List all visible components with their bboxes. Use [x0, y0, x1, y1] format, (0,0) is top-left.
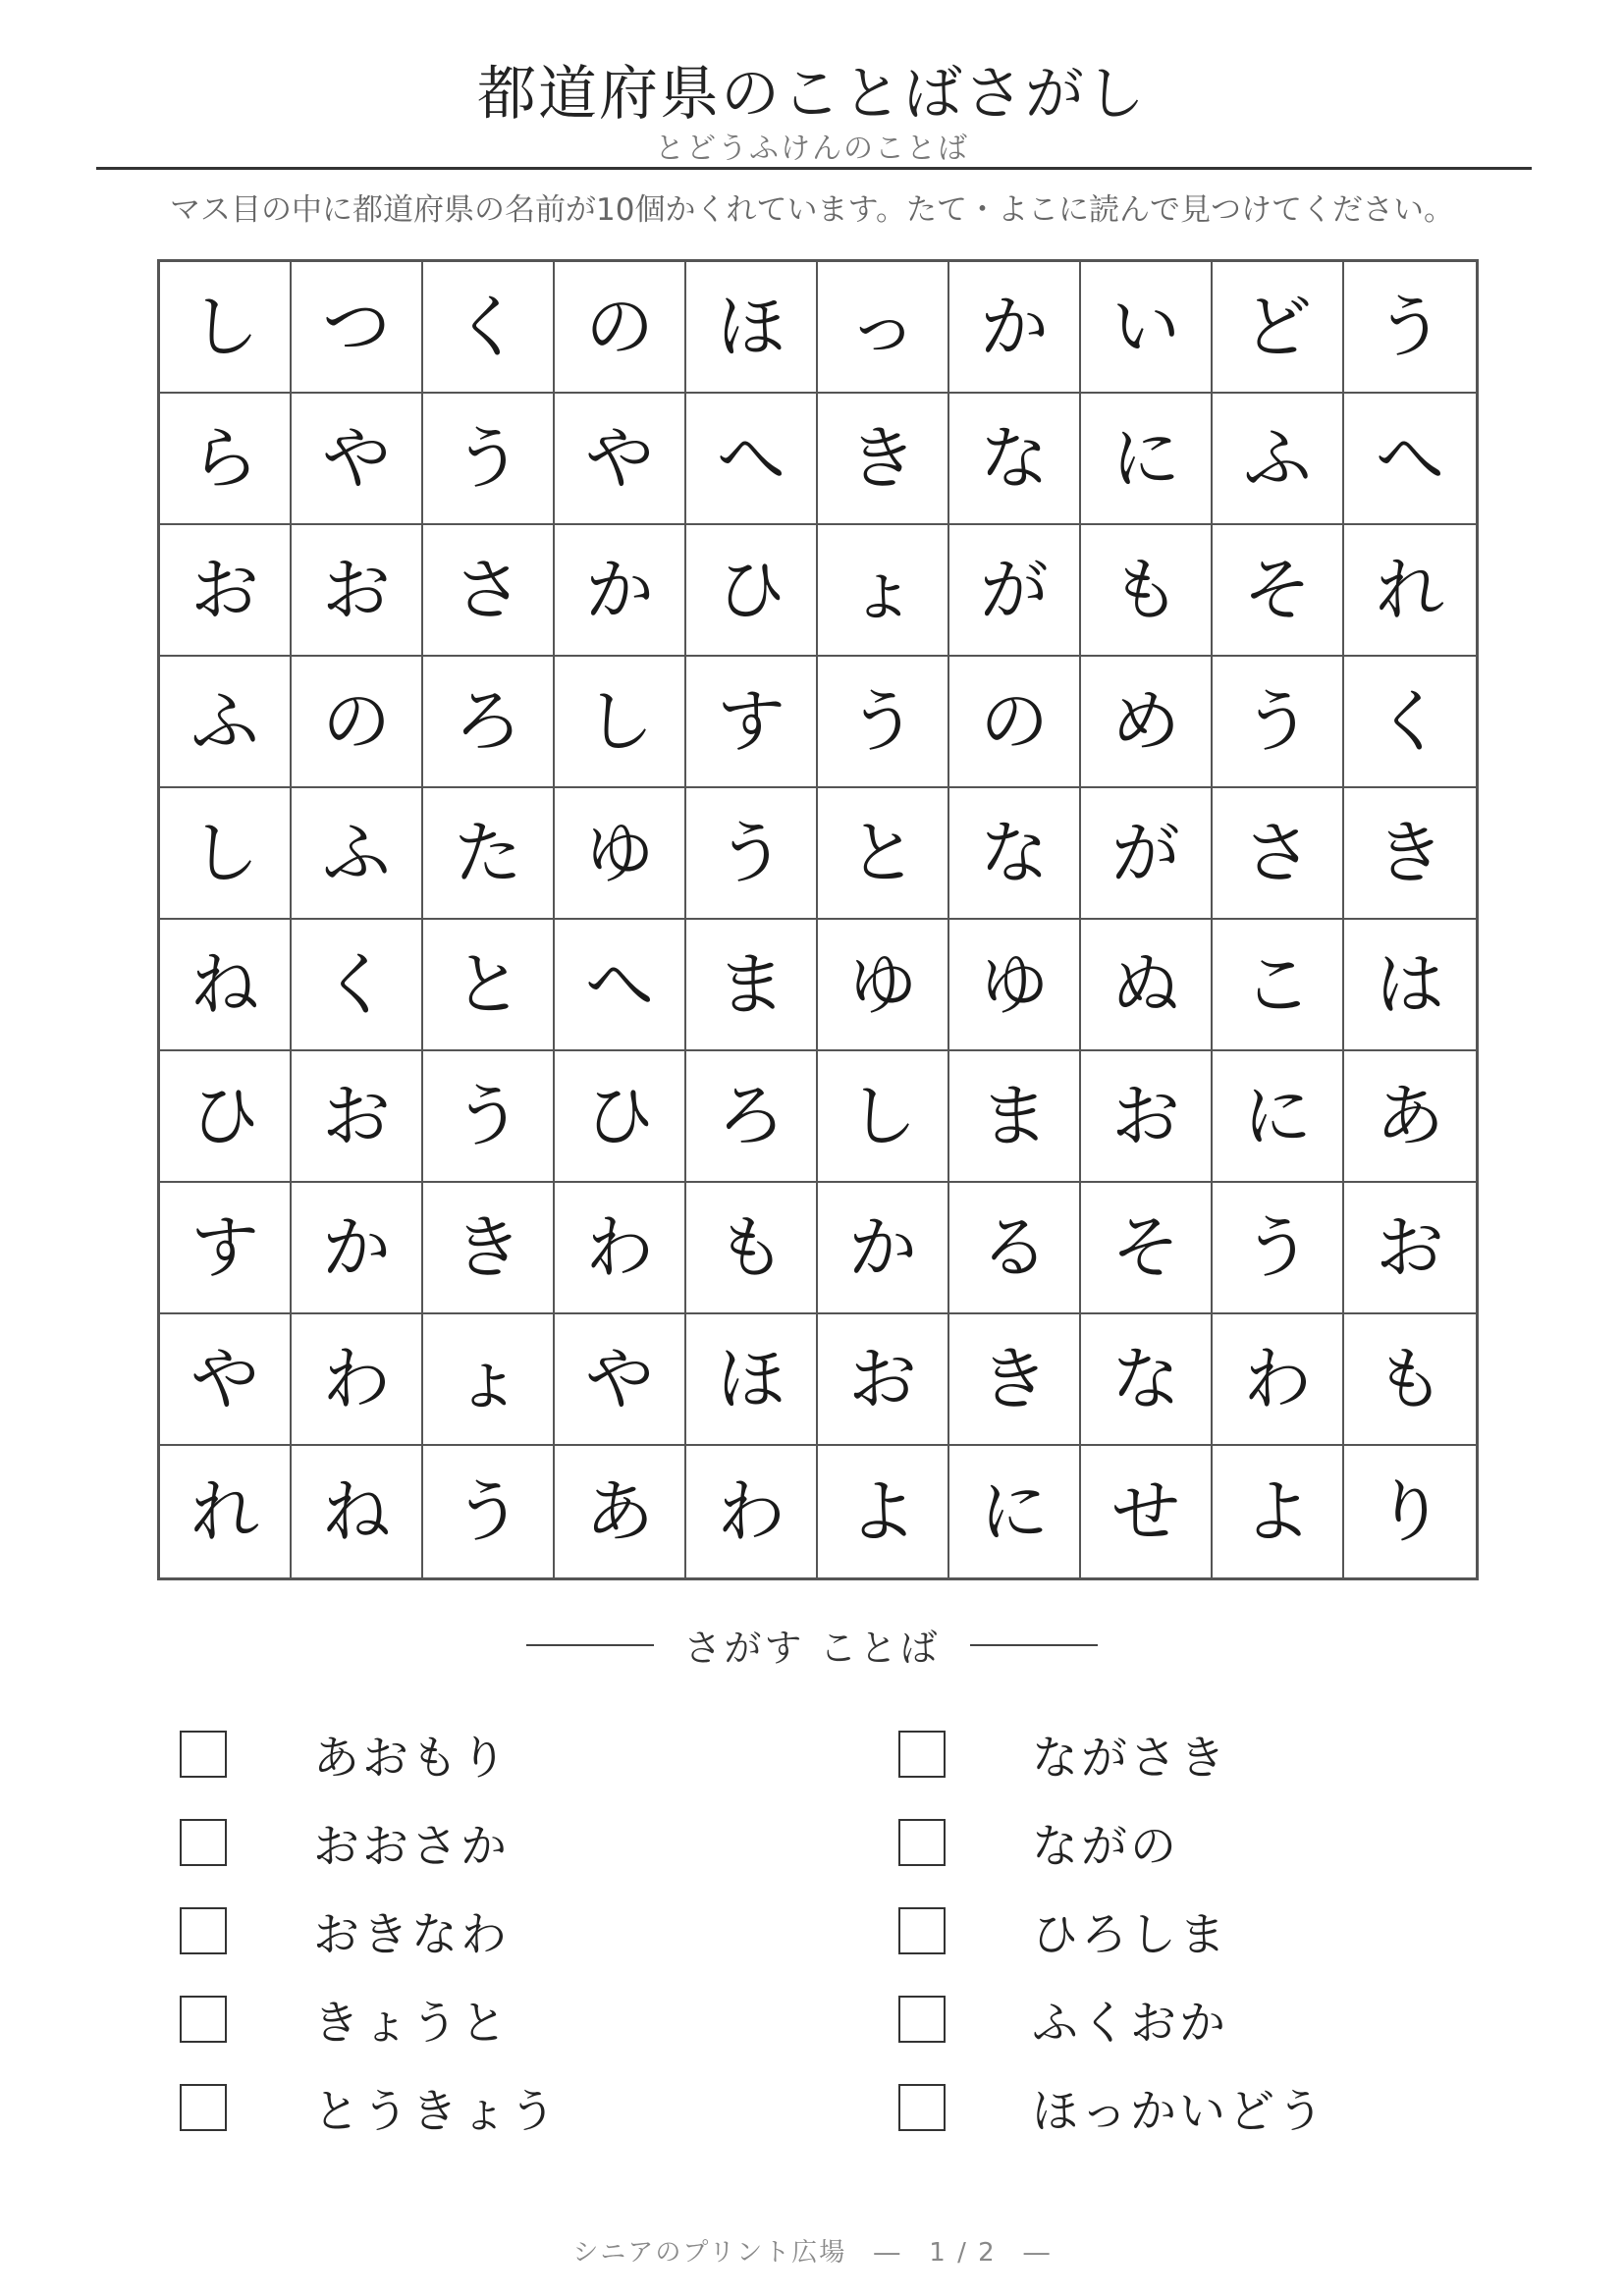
- grid-cell[interactable]: も: [686, 1183, 818, 1314]
- word-list-item: [898, 1710, 1326, 1798]
- grid-cell[interactable]: か: [292, 1183, 423, 1314]
- grid-cell[interactable]: や: [160, 1314, 292, 1446]
- word-checkbox[interactable]: [898, 1996, 946, 2043]
- grid-cell[interactable]: ゆ: [949, 920, 1081, 1051]
- grid-cell[interactable]: ね: [160, 920, 292, 1051]
- grid-cell[interactable]: う: [686, 788, 818, 920]
- grid-cell[interactable]: よ: [1213, 1446, 1344, 1577]
- grid-cell[interactable]: ふ: [1213, 394, 1344, 525]
- grid-cell[interactable]: ひ: [160, 1051, 292, 1183]
- grid-cell[interactable]: あ: [555, 1446, 686, 1577]
- word-checkbox[interactable]: [898, 1907, 946, 1954]
- grid-cell[interactable]: な: [949, 788, 1081, 920]
- grid-cell[interactable]: わ: [555, 1183, 686, 1314]
- grid-cell[interactable]: め: [1081, 657, 1213, 788]
- grid-cell[interactable]: へ: [555, 920, 686, 1051]
- grid-cell[interactable]: や: [555, 1314, 686, 1446]
- grid-cell[interactable]: さ: [1213, 788, 1344, 920]
- grid-cell[interactable]: お: [1344, 1183, 1476, 1314]
- word-list-item: [898, 1798, 1326, 1887]
- grid-cell[interactable]: も: [1344, 1314, 1476, 1446]
- grid-cell[interactable]: な: [1081, 1314, 1213, 1446]
- grid-cell[interactable]: く: [292, 920, 423, 1051]
- grid-cell[interactable]: き: [423, 1183, 555, 1314]
- grid-cell[interactable]: が: [1081, 788, 1213, 920]
- word-label: ながの: [1032, 1819, 1179, 1874]
- grid-cell[interactable]: ひ: [686, 525, 818, 657]
- grid-cell[interactable]: へ: [686, 394, 818, 525]
- grid-cell[interactable]: う: [1213, 1183, 1344, 1314]
- word-checkbox[interactable]: [898, 1819, 946, 1866]
- word-label: おおさか: [313, 1819, 510, 1874]
- grid-cell[interactable]: っ: [818, 262, 949, 394]
- page-subtitle: とどうふけんのことば: [655, 132, 969, 166]
- heading-dash-right: [970, 1644, 1098, 1646]
- word-checkbox[interactable]: [180, 1819, 227, 1866]
- grid-cell[interactable]: ま: [949, 1051, 1081, 1183]
- grid-cell[interactable]: へ: [1344, 394, 1476, 525]
- word-list-item: [180, 1975, 559, 2063]
- grid-cell[interactable]: わ: [292, 1314, 423, 1446]
- grid-cell[interactable]: う: [423, 1051, 555, 1183]
- word-label: ひろしま: [1032, 1907, 1228, 1962]
- word-checkbox[interactable]: [898, 2084, 946, 2131]
- grid-cell[interactable]: わ: [1213, 1314, 1344, 1446]
- grid-cell[interactable]: ほ: [686, 262, 818, 394]
- word-search-grid: [157, 259, 1479, 1580]
- grid-cell[interactable]: な: [949, 394, 1081, 525]
- word-list-item: [180, 2063, 559, 2152]
- grid-cell[interactable]: に: [949, 1446, 1081, 1577]
- grid-cell[interactable]: や: [292, 394, 423, 525]
- grid-cell[interactable]: ふ: [160, 657, 292, 788]
- word-label: ほっかいどう: [1032, 2084, 1326, 2139]
- grid-cell[interactable]: ゆ: [555, 788, 686, 920]
- word-checkbox[interactable]: [898, 1731, 946, 1778]
- grid-cell[interactable]: お: [1081, 1051, 1213, 1183]
- grid-cell[interactable]: お: [292, 1051, 423, 1183]
- grid-cell[interactable]: し: [160, 262, 292, 394]
- grid-cell[interactable]: か: [818, 1183, 949, 1314]
- grid-cell[interactable]: ぬ: [1081, 920, 1213, 1051]
- grid-cell[interactable]: き: [1344, 788, 1476, 920]
- grid-cell[interactable]: く: [423, 262, 555, 394]
- grid-cell[interactable]: あ: [1344, 1051, 1476, 1183]
- grid-cell[interactable]: そ: [1081, 1183, 1213, 1314]
- grid-cell[interactable]: ど: [1213, 262, 1344, 394]
- grid-cell[interactable]: ほ: [686, 1314, 818, 1446]
- grid-cell[interactable]: き: [818, 394, 949, 525]
- grid-cell[interactable]: ふ: [292, 788, 423, 920]
- word-label: きょうと: [313, 1996, 510, 2051]
- grid-cell[interactable]: れ: [1344, 525, 1476, 657]
- word-list-heading: [0, 1618, 1624, 1672]
- word-list-item: [898, 2063, 1326, 2152]
- word-label: おきなわ: [313, 1907, 510, 1962]
- word-checkbox[interactable]: [180, 1996, 227, 2043]
- grid-cell[interactable]: し: [160, 788, 292, 920]
- grid-cell[interactable]: こ: [1213, 920, 1344, 1051]
- grid-cell[interactable]: た: [423, 788, 555, 920]
- grid-cell[interactable]: ね: [292, 1446, 423, 1577]
- word-list-item: [180, 1710, 559, 1798]
- word-list-heading-label: さがす ことば: [683, 1627, 941, 1670]
- word-label: ふくおか: [1032, 1996, 1228, 2051]
- grid-cell[interactable]: す: [686, 657, 818, 788]
- grid-cell[interactable]: お: [818, 1314, 949, 1446]
- grid-cell[interactable]: ゆ: [818, 920, 949, 1051]
- grid-cell[interactable]: ろ: [423, 657, 555, 788]
- grid-cell[interactable]: が: [949, 525, 1081, 657]
- instructions: マス目の中に都道府県の名前が10個かくれています。たて・よこに読んで見つけてください。: [170, 192, 1454, 228]
- grid-cell[interactable]: き: [949, 1314, 1081, 1446]
- grid-cell[interactable]: か: [949, 262, 1081, 394]
- word-list-left: [180, 1710, 559, 2152]
- grid-cell[interactable]: う: [818, 657, 949, 788]
- grid-cell[interactable]: し: [555, 657, 686, 788]
- title-divider: [96, 167, 1532, 170]
- grid-cell[interactable]: し: [818, 1051, 949, 1183]
- grid-cell[interactable]: の: [555, 262, 686, 394]
- grid-cell[interactable]: さ: [423, 525, 555, 657]
- grid-cell[interactable]: の: [292, 657, 423, 788]
- word-checkbox[interactable]: [180, 1731, 227, 1778]
- grid-cell[interactable]: る: [949, 1183, 1081, 1314]
- grid-cell[interactable]: う: [423, 1446, 555, 1577]
- word-list-item: [180, 1798, 559, 1887]
- word-checkbox[interactable]: [180, 2084, 227, 2131]
- grid-cell[interactable]: く: [1344, 657, 1476, 788]
- grid-cell[interactable]: と: [818, 788, 949, 920]
- word-list-right: [898, 1710, 1326, 2152]
- grid-cell[interactable]: う: [1344, 262, 1476, 394]
- grid-cell[interactable]: に: [1213, 1051, 1344, 1183]
- grid-cell[interactable]: ょ: [423, 1314, 555, 1446]
- grid-cell[interactable]: り: [1376, 1471, 1444, 1552]
- grid-cell[interactable]: そ: [1213, 525, 1344, 657]
- grid-cell[interactable]: に: [1081, 394, 1213, 525]
- grid-cell[interactable]: お: [292, 525, 423, 657]
- word-list-item: [898, 1887, 1326, 1975]
- grid-cell[interactable]: れ: [160, 1446, 292, 1577]
- grid-cell[interactable]: の: [949, 657, 1081, 788]
- grid-cell[interactable]: う: [1213, 657, 1344, 788]
- grid-cell[interactable]: ょ: [818, 525, 949, 657]
- word-list-item: [898, 1975, 1326, 2063]
- grid-cell[interactable]: も: [1081, 525, 1213, 657]
- word-label: ながさき: [1032, 1731, 1228, 1786]
- grid-cell[interactable]: い: [1081, 262, 1213, 394]
- grid-cell[interactable]: か: [555, 525, 686, 657]
- grid-cell[interactable]: ら: [160, 394, 292, 525]
- grid-cell[interactable]: は: [1344, 920, 1476, 1051]
- word-list-item: [180, 1887, 559, 1975]
- grid-cell[interactable]: ひ: [555, 1051, 686, 1183]
- grid-cell[interactable]: お: [160, 525, 292, 657]
- grid-cell[interactable]: す: [160, 1183, 292, 1314]
- grid-cell[interactable]: と: [423, 920, 555, 1051]
- grid-cell[interactable]: せ: [1081, 1446, 1213, 1577]
- page-footer: シニアのプリント広場 ― 1 / 2 ―: [572, 2238, 1052, 2268]
- heading-dash-left: [526, 1644, 654, 1646]
- grid-cell[interactable]: ま: [686, 920, 818, 1051]
- grid-cell[interactable]: ろ: [686, 1051, 818, 1183]
- page-title: 都道府県のことばさがし: [477, 60, 1147, 129]
- grid-cell[interactable]: や: [555, 394, 686, 525]
- word-checkbox[interactable]: [180, 1907, 227, 1954]
- grid-cell[interactable]: わ: [686, 1446, 818, 1577]
- grid-cell[interactable]: う: [423, 394, 555, 525]
- word-label: あおもり: [313, 1731, 510, 1786]
- grid-cell[interactable]: つ: [292, 262, 423, 394]
- word-label: とうきょう: [313, 2084, 559, 2139]
- grid-cell[interactable]: よ: [818, 1446, 949, 1577]
